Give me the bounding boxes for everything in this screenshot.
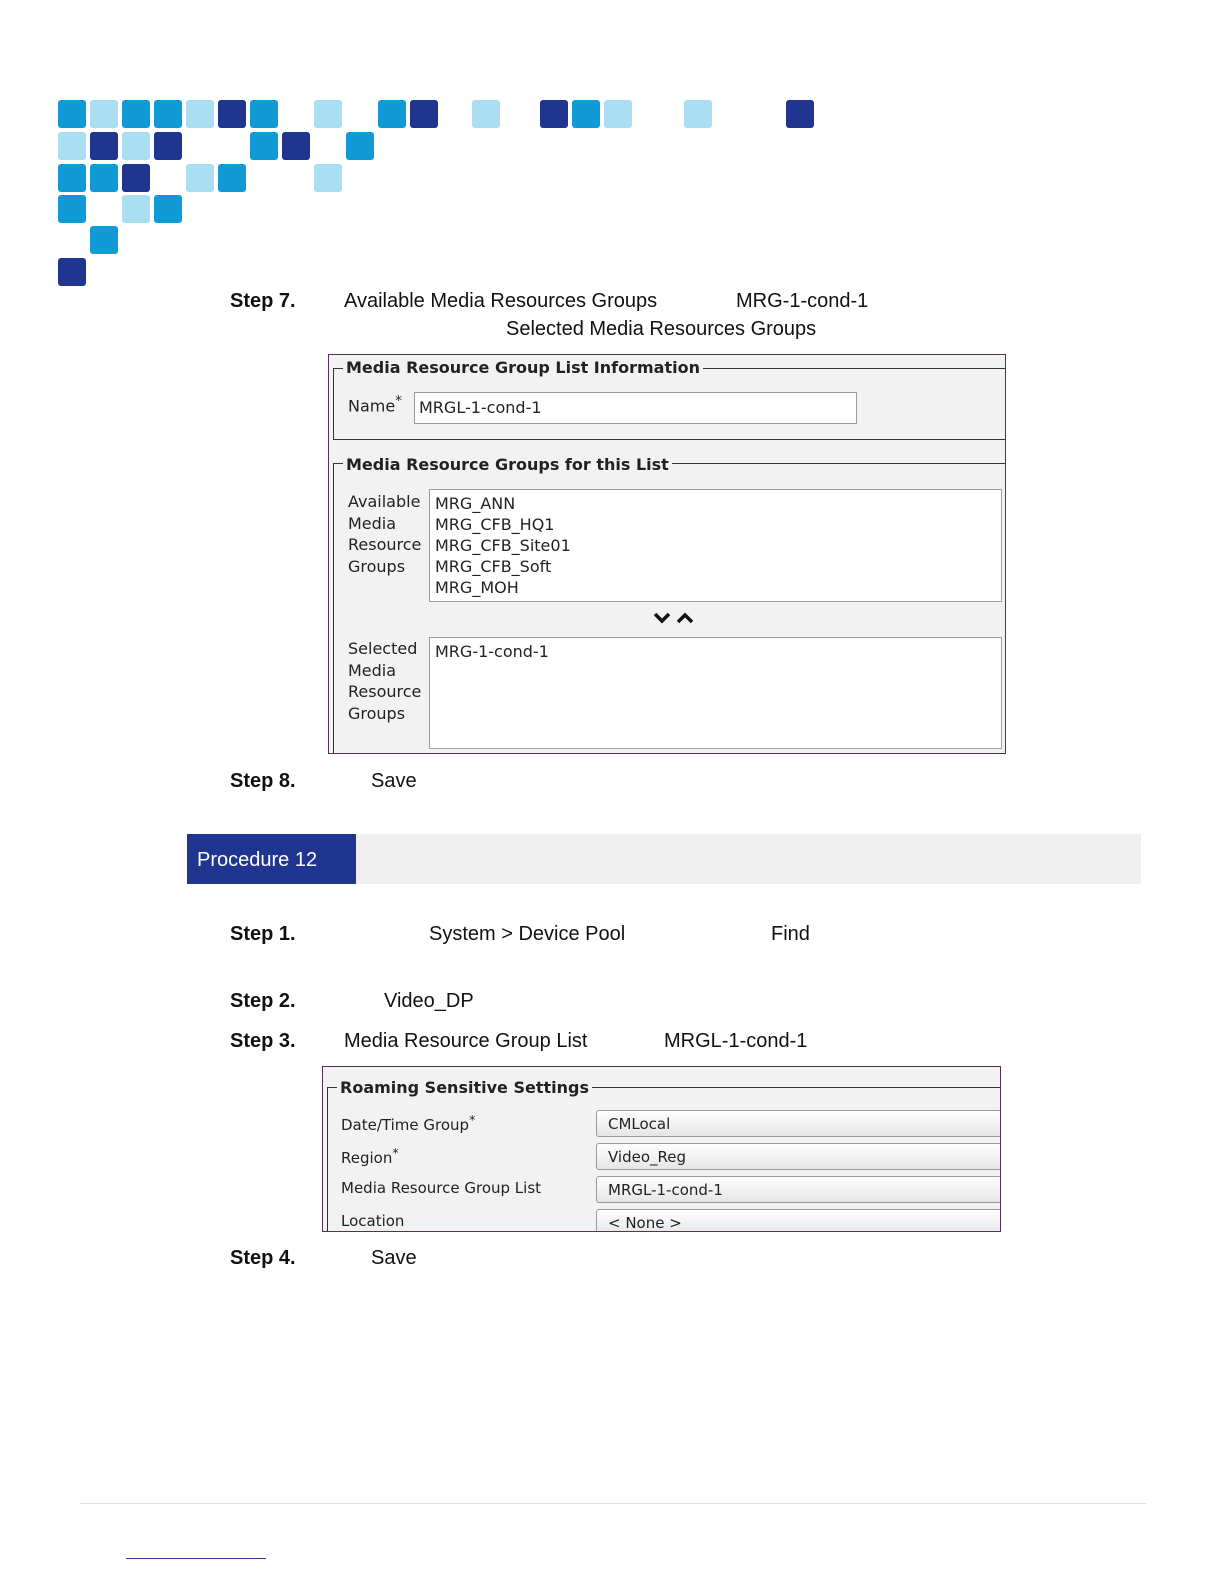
location-select[interactable]: < None > (596, 1209, 1001, 1232)
mosaic-square (154, 132, 182, 160)
mosaic-square (250, 132, 278, 160)
mosaic-square (90, 164, 118, 192)
available-groups-listbox[interactable] (429, 489, 1002, 602)
mosaic-square (472, 100, 500, 128)
mosaic-square (684, 100, 712, 128)
mrgl-info-legend: Media Resource Group List Information (343, 358, 703, 377)
mosaic-square (122, 132, 150, 160)
date-time-group-select[interactable]: CMLocal (596, 1110, 1001, 1137)
date-time-group-label: Date/Time Group* (341, 1112, 476, 1134)
mosaic-square (186, 100, 214, 128)
mrgl-select[interactable]: MRGL-1-cond-1 (596, 1176, 1001, 1203)
mosaic-square (122, 195, 150, 223)
mosaic-square (154, 100, 182, 128)
step-4-label: Step 4. (230, 1247, 296, 1269)
name-input-value: MRGL-1-cond-1 (419, 398, 542, 417)
step-8-text: Save (371, 770, 417, 792)
list-item[interactable]: MRG_CFB_Soft (435, 557, 552, 576)
list-item[interactable]: MRG_CFB_Site01 (435, 536, 571, 555)
region-select[interactable]: Video_Reg (596, 1143, 1001, 1170)
step-1-path: System > Device Pool (429, 923, 626, 945)
mosaic-square (186, 164, 214, 192)
step-3-value: MRGL-1-cond-1 (664, 1030, 808, 1052)
mosaic-square (58, 164, 86, 192)
mosaic-square (58, 258, 86, 286)
mosaic-square (572, 100, 600, 128)
mrgl-label: Media Resource Group List (341, 1179, 542, 1197)
mosaic-square (58, 132, 86, 160)
move-down-icon[interactable] (652, 611, 672, 625)
name-input[interactable] (414, 392, 857, 424)
step-3-label: Step 3. (230, 1030, 296, 1052)
move-up-icon[interactable] (675, 611, 695, 625)
step-2-label: Step 2. (230, 990, 296, 1012)
mosaic-square (122, 164, 150, 192)
mosaic-square (378, 100, 406, 128)
list-item[interactable]: MRG_MOH (435, 578, 519, 597)
mosaic-square (154, 195, 182, 223)
mosaic-square (786, 100, 814, 128)
mosaic-square (218, 100, 246, 128)
name-label: Name* (348, 394, 402, 416)
selected-groups-listbox[interactable] (429, 637, 1002, 749)
mosaic-square (540, 100, 568, 128)
mosaic-square (314, 164, 342, 192)
mosaic-square (282, 132, 310, 160)
mosaic-square (90, 100, 118, 128)
mrg-list-legend: Media Resource Groups for this List (343, 455, 672, 474)
mosaic-square (250, 100, 278, 128)
mosaic-square (314, 100, 342, 128)
region-label: Region* (341, 1145, 399, 1167)
available-groups-label: Available Media Resource Groups (348, 492, 422, 576)
step-4-text: Save (371, 1247, 417, 1269)
mrgl-screenshot (328, 354, 1006, 754)
mosaic-square (122, 100, 150, 128)
step-7-selected-text: Selected Media Resources Groups (506, 318, 817, 340)
roaming-legend: Roaming Sensitive Settings (337, 1078, 592, 1097)
list-item[interactable]: MRG_CFB_HQ1 (435, 515, 555, 534)
selected-groups-label: Selected Media Resource Groups (348, 639, 422, 723)
footer-divider (80, 1503, 1146, 1504)
step-3-field: Media Resource Group List (344, 1030, 588, 1052)
roaming-screenshot (322, 1066, 1001, 1232)
list-item[interactable]: MRG-1-cond-1 (435, 642, 549, 661)
mosaic-square (410, 100, 438, 128)
step-7-available-text: Available Media Resources Groups (344, 290, 658, 312)
procedure-title: Procedure 12 (187, 834, 356, 884)
step-2-text: Video_DP (384, 990, 474, 1012)
mosaic-square (90, 132, 118, 160)
step-8-label: Step 8. (230, 770, 296, 792)
mosaic-square (218, 164, 246, 192)
step-7-label: Step 7. (230, 290, 296, 312)
mosaic-square (604, 100, 632, 128)
list-item[interactable]: MRG_ANN (435, 494, 516, 513)
mosaic-square (58, 100, 86, 128)
footer-link-underline (126, 1558, 266, 1559)
location-label: Location (341, 1212, 405, 1230)
mosaic-square (346, 132, 374, 160)
mosaic-square (90, 226, 118, 254)
step-1-action: Find (771, 923, 810, 945)
step-1-label: Step 1. (230, 923, 296, 945)
mosaic-square (58, 195, 86, 223)
required-mark: * (395, 394, 402, 409)
step-7-value: MRG-1-cond-1 (736, 290, 869, 312)
